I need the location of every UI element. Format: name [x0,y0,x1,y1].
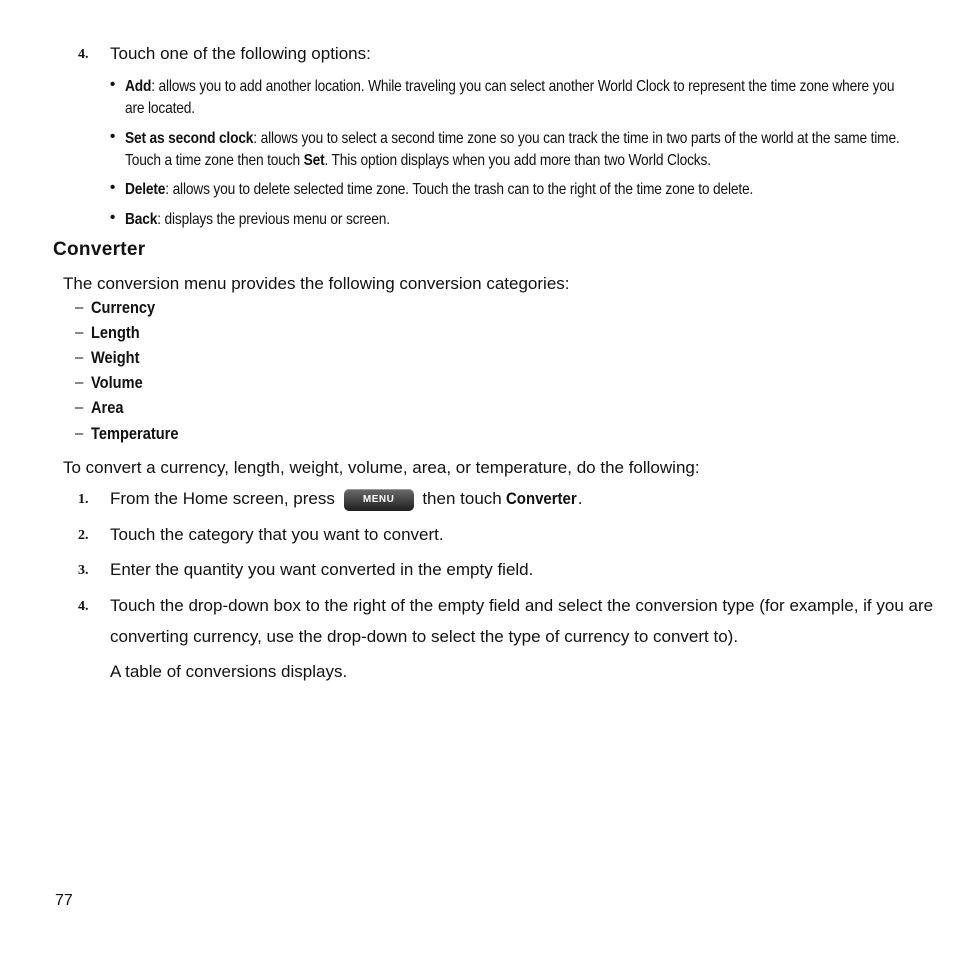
option-set-second-clock-line2: Touch a time zone then touch Set. This option displays when you add more than two World Clocks. [125,152,711,169]
step-1: From the Home screen, press MENU then touch Converter. [110,488,583,511]
step-number: 4. [78,599,89,614]
page-number: 77 [55,892,73,909]
option-add-line2: are located. [125,100,195,117]
converter-term: Converter [506,489,578,508]
bullet: • [110,209,116,226]
option-term: Set as second clock [125,130,254,147]
step-number: 3. [78,563,89,578]
category-temperature: Temperature [91,424,179,443]
category-volume: Volume [91,373,143,392]
bullet: • [110,179,116,196]
dash: – [75,324,84,341]
dash: – [75,399,84,416]
intro-text: The conversion menu provides the following conversion categories: [63,274,570,293]
instruction-text: To convert a currency, length, weight, volume, area, or temperature, do the following: [63,458,700,477]
bullet: • [110,128,116,145]
option-delete [125,179,753,201]
category-currency: Currency [91,298,156,317]
step-number: 1. [78,492,89,507]
dash: – [75,425,84,442]
option-term: Back [125,211,158,228]
step-text: Touch one of the following options: [110,44,371,63]
option-desc: : displays the previous menu or screen. [157,211,390,228]
option-desc: : allows you to add another location. While traveling you can select another World Clock to represent the time zone where you [151,78,895,95]
result-text: A table of conversions displays. [110,662,348,681]
category-length: Length [91,323,140,342]
section-heading: Converter [53,239,146,260]
option-desc: : allows you to delete selected time zone. Touch the trash can to the right of the time zone to delete. [165,181,754,198]
set-term: Set [303,152,325,169]
option-term: Delete [125,181,166,198]
step-3: Enter the quantity you want converted in the empty field. [110,560,534,579]
step-number: 4. [78,47,89,62]
bullet: • [110,76,116,93]
category-area: Area [91,398,124,417]
dash: – [75,349,84,366]
step-4-line2: converting currency, use the drop-down to select the type of currency to convert to). [110,627,739,646]
option-add [125,76,894,98]
category-weight: Weight [91,348,140,367]
step-4-line1: Touch the drop-down box to the right of the empty field and select the conversion type (for example, if you are [110,596,934,615]
step-2: Touch the category that you want to convert. [110,525,444,544]
dash: – [75,299,84,316]
option-set-second-clock [125,128,900,150]
dash: – [75,374,84,391]
option-term: Add [125,78,152,95]
menu-key-icon: MENU [344,489,414,511]
option-desc: : allows you to select a second time zone so you can track the time in two parts of the world at the same time. [253,130,900,147]
option-back [125,209,390,231]
step-number: 2. [78,528,89,543]
